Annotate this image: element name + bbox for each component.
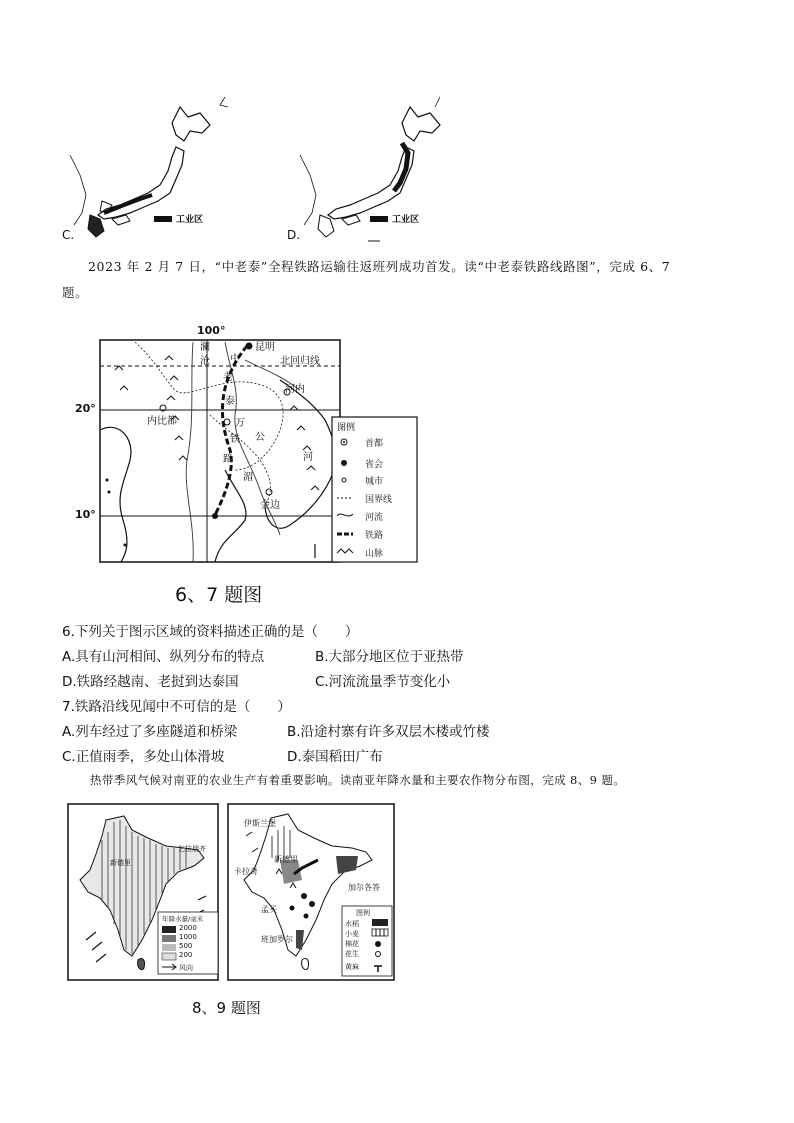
question-6-stem: 6.下列关于图示区域的资料描述正确的是（ ） (62, 624, 359, 640)
japan-d-legend-label: 工业区 (392, 215, 420, 225)
left-legend-2000: 2000 (179, 924, 197, 932)
japan-map-d (290, 95, 490, 245)
map-char-cang: 沧 (200, 356, 210, 367)
railway-map (75, 320, 425, 570)
city-hanoi: 河内 (285, 384, 305, 395)
question-6-option-c[interactable]: C.河流流量季节变化小 (315, 674, 451, 690)
right-label-islamabad: 伊斯兰堡 (244, 819, 276, 828)
right-legend-wheat: 小麦 (345, 930, 359, 938)
intro-paragraph-2: 热带季风气候对南亚的农业生产有着重要影响。读南亚年降水量和主要农作物分布图，完成 8、9 题。 (90, 773, 626, 787)
question-7-option-c[interactable]: C.正值雨季，多处山体滑坡 (62, 749, 225, 765)
rail-char-2: 老 (223, 372, 233, 383)
map1-legend-river: 河流 (365, 513, 384, 523)
question-7-option-d[interactable]: D.泰国稻田广布 (287, 749, 383, 765)
rail-char-3: 泰 (225, 396, 235, 407)
map2-caption: 8、9 题图 (192, 999, 261, 1017)
left-legend-200: 200 (179, 951, 193, 959)
japan-map-c-graphic (60, 95, 260, 245)
intro-paragraph-1-line1: 2023 年 2 月 7 日，“中老泰”全程铁路运输往返班列成功首发。读“中老泰铁路线路图”，完成 6、7 (88, 259, 671, 274)
lat-label-10: 10° (75, 508, 96, 521)
right-label-karachi: 卡拉奇 (234, 867, 258, 876)
city-kunming: 昆明 (255, 342, 275, 353)
city-phnompenh: 金边 (260, 500, 280, 511)
map1-caption: 6、7 题图 (175, 584, 263, 606)
option-c-letter: C. (62, 228, 75, 242)
right-legend-title: 图例 (356, 909, 370, 917)
map-char-lan: 澜 (200, 342, 210, 353)
question-6-option-d[interactable]: D.铁路经越南、老挝到达泰国 (62, 674, 239, 690)
right-legend-cotton: 棉花 (345, 940, 359, 948)
right-label-bangalore: 班加罗尔 (261, 935, 293, 944)
right-legend-jute: 黄麻 (345, 963, 359, 971)
question-6-option-a[interactable]: A.具有山河相间、纵列分布的特点 (62, 649, 265, 665)
left-legend-title: 年降水量/毫米 (162, 915, 204, 923)
south-asia-maps (66, 800, 396, 985)
option-d-letter: D. (287, 228, 301, 242)
city-vientiane: 万 (235, 418, 245, 429)
map-char-he: 河 (303, 452, 313, 463)
question-6-option-b[interactable]: B.大部分地区位于亚热带 (315, 649, 464, 665)
map1-legend-title: 图例 (337, 423, 356, 433)
japan-c-legend-label: 工业区 (176, 215, 204, 225)
left-legend-500: 500 (179, 942, 193, 950)
rail-char-4: 铁 (230, 434, 240, 445)
right-legend-peanut: 花生 (345, 950, 359, 958)
map1-legend-city: 城市 (365, 477, 384, 487)
rail-char-1: 中 (230, 354, 240, 365)
lat-label-20: 20° (75, 402, 96, 415)
right-label-newdelhi: 新德里 (274, 855, 298, 864)
rail-char-5: 路 (223, 454, 233, 465)
city-naypyidaw: 内比都 (147, 416, 177, 427)
question-7-option-b[interactable]: B.沿途村寨有许多双层木楼或竹楼 (287, 724, 490, 740)
left-legend-1000: 1000 (179, 933, 197, 941)
left-legend-wind: 风向 (179, 964, 193, 972)
map-char-mei: 湄 (243, 472, 253, 483)
map1-legend-mountain: 山脉 (365, 549, 384, 559)
question-7-option-a[interactable]: A.列车经过了多座隧道和桥梁 (62, 724, 238, 740)
right-legend-rice: 水稻 (345, 920, 359, 928)
left-label-cherrapunji: 乞拉朋齐 (178, 845, 206, 853)
map1-legend-capital: 首都 (365, 439, 384, 449)
japan-map-c (60, 95, 260, 245)
intro-paragraph-1-line2: 题。 (62, 285, 89, 300)
left-label-newdelhi: 新德里 (110, 859, 131, 867)
japan-map-d-graphic (290, 95, 490, 245)
map1-legend-border: 国界线 (365, 495, 393, 505)
lon-label-100: 100° (197, 324, 226, 337)
map1-legend-railway: 铁路 (365, 531, 384, 541)
question-7-stem: 7.铁路沿线见闻中不可信的是（ ） (62, 699, 291, 715)
map1-legend-province: 省会 (365, 460, 384, 470)
right-label-mumbai: 孟买 (261, 905, 277, 914)
map-char-gong: 公 (255, 432, 265, 443)
tropic-label: 北回归线 (280, 356, 320, 367)
right-label-kolkata: 加尔各答 (348, 883, 380, 892)
